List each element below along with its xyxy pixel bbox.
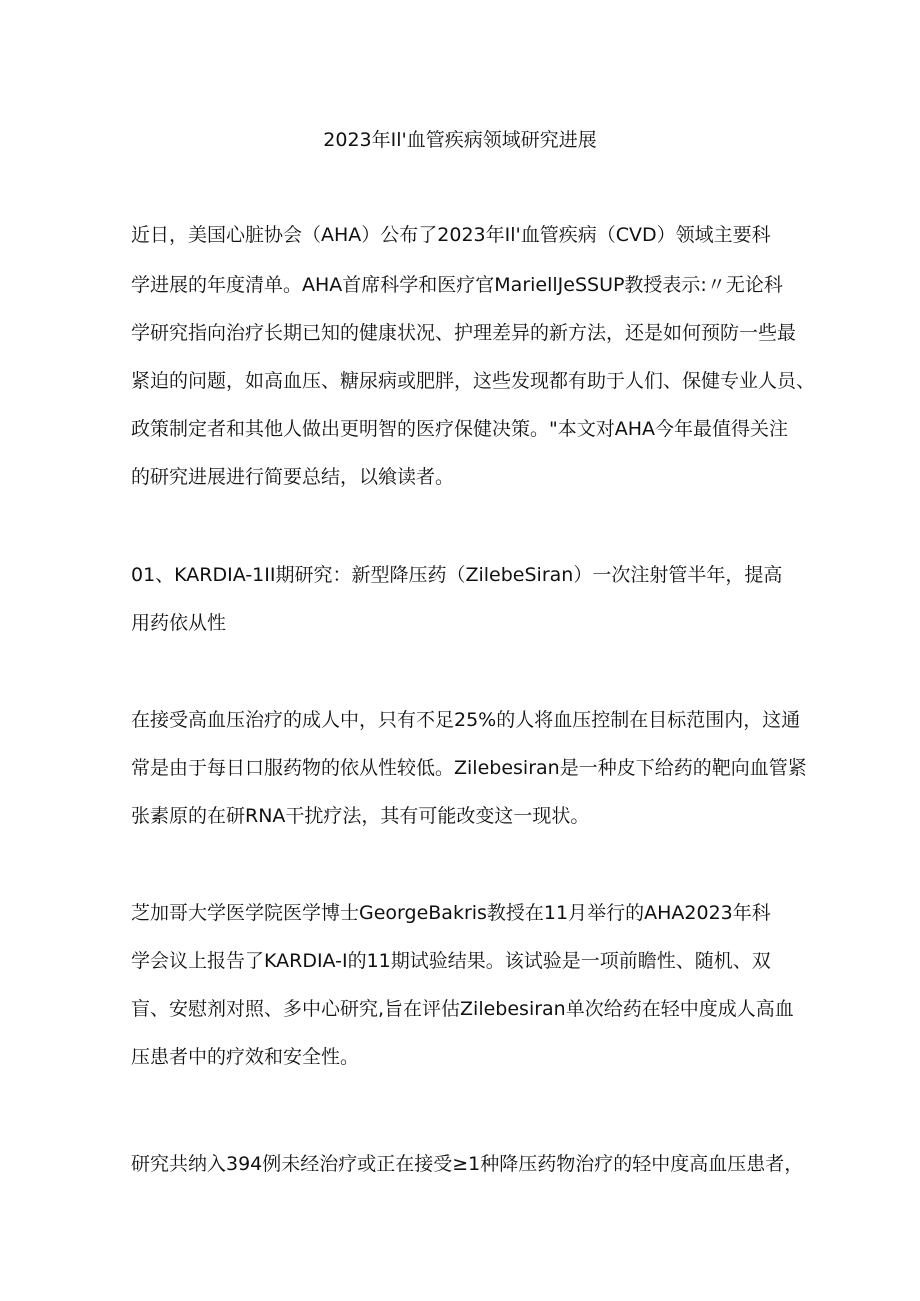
document-title: 2023年Il'血管疾病领域研究进展 — [323, 129, 597, 151]
paragraph-3-line-1: 在接受高血压治疗的成人中，只有不足25%的人将血压控制在目标范围内，这通 — [131, 709, 801, 731]
paragraph-1-line-1: 近日，美国心脏协会（AHA）公布了2023年Il'血管疾病（CVD）领域主要科 — [131, 224, 771, 246]
paragraph-4-line-1: 芝加哥大学医学院医学博士GeorgeBakris教授在11月举行的AHA2023年科 — [131, 902, 771, 924]
paragraph-4-line-2: 学会议上报告了KARDIA-I的11期试验结果。该试验是一项前瞻性、随机、双 — [131, 950, 771, 972]
paragraph-1-line-3: 学研究指向治疗长期已知的健康状况、护理差异的新方法，还是如何预防一些最 — [131, 322, 797, 344]
section-heading-line-1: 01、KARDIA-1II期研究：新型降压药（ZilebeSiran）一次注射管半年，提高 — [131, 564, 783, 586]
paragraph-4-line-3: 盲、安慰剂对照、多中心研究,旨在评估Zilebesiran单次给药在轻中度成人高血 — [131, 998, 794, 1020]
paragraph-1-line-4: 紧迫的问题，如高血压、糖尿病或肥胖，这些发现都有助于人们、保健专业人员、 — [131, 370, 816, 392]
paragraph-1-line-5: 政策制定者和其他人做出更明智的医疗保健决策。"本文对AHA今年最值得关注 — [131, 418, 789, 440]
section-heading-line-2: 用药依从性 — [131, 612, 227, 634]
paragraph-3-line-2: 常是由于每日口服药物的依从性较低。Zilebesiran是一种皮下给药的靶向血管紧 — [131, 757, 807, 779]
paragraph-3-line-3: 张素原的在研RNA干扰疗法，其有可能改变这一现状。 — [131, 805, 590, 827]
paragraph-1-line-2: 学进展的年度清单。AHA首席科学和医疗官MariellJeSSUP教授表示:〃无论科 — [131, 274, 783, 296]
paragraph-5-line-1: 研究共纳入394例未经治疗或正在接受≥1种降压药物治疗的轻中度高血压患者， — [131, 1153, 804, 1175]
paragraph-4-line-4: 压患者中的疗效和安全性。 — [131, 1046, 360, 1068]
paragraph-1-line-6: 的研究进展进行简要总结，以飨读者。 — [131, 466, 455, 488]
